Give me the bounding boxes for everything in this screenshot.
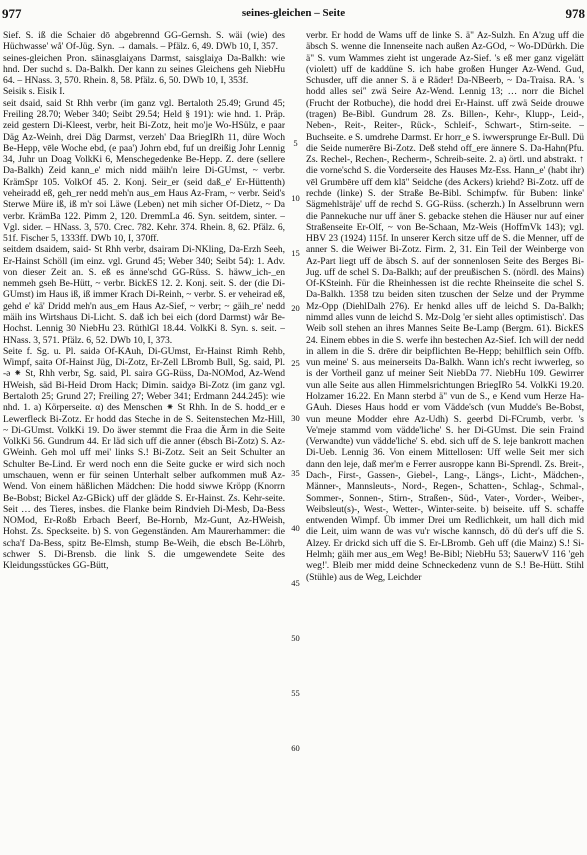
line-number: 45: [291, 578, 300, 588]
page-number-left: 977: [2, 6, 22, 21]
line-number: 60: [291, 743, 300, 753]
entry-paragraph: verbr. Er hodd de Wams uff de linke S. ä" Az-Sulzh. En A'zug uff die äbsch S. wenne die Innenseite nach außen Az-GOd, ~ Wo-DDürkh. Die ä" S. vum Wammes zieht ist ungerade Az-Sief. 's eß mer ganz vigelätt (violett) uff de kaddüne S. ich habe großen Hunger Az-Wend. Gud, Schusder, uff die anner S. ä e Räder! Da-NBeerb, ~ Da-Traisa. RA. 's hodd alles sei" zwä Seire Az-Wend. Lennig 13; … norr die Bichel (Frucht der Rotbuche), die hodd drei Er-Hainst. uff zwä Seide drouwe (tragen) Be-Bibl. Gundrum 28. Zs. Billen-, Kehr-, Klupp-, Leid-, Neben-, Reit-, Reiter-, Rück-, Schleif-, Schwart-, Stirn-seite. – Buchseite. e S. umdrehe Darmst. Er horr_e S. iwwersprunge Er-Bull. Dü die Seide numerēre Bi-Zotz. Deß stehd off_ere ännere S. Da-Hahn(Pfu. Zs. Rechel-, Rechen-, Recherm-, Schreib-seite. 2. a) örtl. und abstrakt. ↑ die vorne'schd S. die Vorderseite des Hauses Mz-Ess. Hann_e' (habt ihr) vēl Grumbēre uff dem klā" Seidche (des Ackers) kriehd? Bi-Zotz. uff de rechde (linke) S. der Straße Be-Bibl. Schimpfw. für Buben: linke' Sägmehlsträje' uff de rechd S. GG-Rüss. (scherzh.) In Asselbrunn wern die Pannekuche nur uff äner S. gebacke stehen die Häuser nur auf einer Straßenseite Er-Olf, ~ von Be-Schaan, Mz-Weis (HoffmVk 143); vgl. HBV 23 (1924) 115f. In unserer Kerch sitze uff de S. die Menner, uff de anner S. die Weiwer Bi-Zotz. Firm. 2, 31. Ein Teil der Weinberge von Az-Part liegt uff de äbsch S. auf der sonnenlosen Seite des Berges Bi-Jug. uff de schel S. Da-Balkh; auf der preußischen S. (nördl. des Mains) Of-KSteinh. Für die Rheinhessen ist die rechte Rheinseite die schel S. Da-Balkh. 1358 tzu beiden siten tzuschen der Selze und der Prymme Mz-Opp (DiehlDalh 276). Er henkd alles uff de leichd S. Da-Balkh; nimmd alles vunn de leichd S. Mz-Dolg 'er sieht alles optimistisch'. Das Weib soll stehen an ihres Mannes Seite Be-Lamp (Bergm. 61). BickES 24. Einem ebbes in die S. werfe ihn bestechen Az-Sief. Ich will der nedd in allem in die S. drēre dir beipflichten Be-Hepp; behilflich sein Offb. vun meine' S. aus meinerseits Da-Balkh. Wann ich's recht iwwerleg, so is der Vortheil ganz uf meiner Seit NiebDa 77. NiebHu 109. Gewirrer vun alle Seite aus allen Himmelsrichtungen BriegIRo 54. VolkKi 19.20. Holzamer 16.22. En Mann sterbd ä" vun de S., e Kend vum Herze Ha-GAuh. Dieses Haus hodd er vom Vädde'sch (vun Mudde's Be-Bobst, vun meune Modder ehre Az-Udh) S. geerbd Di-FCrumb, verbr. 's Ve'meje stammd vom vädde'liche' S. her Di-GUmst. Die sein Fraind (Verwandte) vun vädde'liche' S. ebd. sich uff de S. leje bankrott machen Di-Ueb. Lennig 36. Von einem Mittellosen: Uff welle Seit mer sich dann den leje, daß mer'm e Ferrer ausroppe kann Bi-Sprendl. Zs. Breit-, Dach-, First-, Gassen-, Giebel-, Lang-, Längs-, Licht-, Mädchen-, Männer-, Mannsleuts-, Nord-, Regen-, Schatten-, Schlag-, Schmal-, Sommer-, Sonnen-, Stirn-, Straßen-, Süd-, Vater-, Vorder-, Weiber-, Weibsleut(s)-, West-, Wetter-, Winter-seite. b) beiseite. uff S. schaffe entwenden Wimpf. Üb immer Drei um Redlichkeit, um hall dich mid die Leit, uim wann de was vu'r wische kannsch, dö dü der's uff die S. Alzey. Er drickd sich uff die S. Er-LBromb. Geh uff (die Mainz) S.! Si-Helmh; gäih mer aus_em Weg! Be-Bibl; NiebHu 53; SauerwV 116 'geh weg!'. Bleib mer midd deine Schneckedenz vunn de S.! Be-Hütt. Stihl (Stühle) aus de Weg, Leichder: [306, 30, 584, 583]
right-column: [306, 30, 584, 848]
line-number: 25: [291, 358, 300, 368]
entry-paragraph: Seite f. Sg. u. Pl. saidə Of-KAuh, Di-GUmst, Er-Hainst Rimh Rehb, Wimpf, saitə Of-Hainst Jüg, Di-Zotz, Er-Zell LBromb Bull, Sg. said, Pl. -ə ⁕ St, Rhh verbr, Sg. said, Pl. sairə GG-Rüss, Da-NOMod, Az-Wend HWeish, säd Bi-Heid Drom Hack; Dimin. saidχə Bi-Zotz (im ganz vgl. Bertaloth 25; Grund 27; Freiling 27; Weber 341; Erdmann 244.245): wie nhd. 1. a) Körperseite. α) des Menschen ⁕ St Rhh. In de S. hodd_er e Lewerfleck Bi-Zotz. Er hodd das Steche in de S. Seitenstechen Mz-Hill, ~ Di-GUmst. VolkKi 19. Do äwer stemmt die Fraa die Ärm in die Seite VolkKi 56. Gundrum 44. Er läd sich uff die anner (ébsch Bi-Zotz) S. Az-GWeinh. Geh mol uff mei' links S.! Bi-Zotz. Seit an Seit Schulter an Schulter Be-Lind. Er werd noch enn die Seite gucke er wird sich noch umschauen, wenn er für seinen Unterhalt selber aufkommen muß Az-Wend. Von einem häßlichen Mädchen: Die hodd siwwe Kröpp (Knorrn Be-Bobst; Bickel Az-GBick) uff der glädde S. Er-Hainst. Zs. Kehr-seite. Seit … des Tieres, insbes. die Flanke beim Rindvieh Di-Mesb, Da-Bess NOMod, Er-Roßb Erbach Beerf, Be-Hornb, Mz-Gunt, Az-HWeish, Hohst. Zs. Speckseite. b) S. von Gegenständen. Am Maurerhammer: die scha'f Da-Bess, spitz Be-Elmsh, stump Be-Weih, die ebsch Be-Löhrb, schwer S. Di-Brensb. die link S. die umgewendete Seite des Kleidungsstückes GG-Bütt,: [3, 345, 285, 572]
line-number: 20: [291, 303, 300, 313]
line-number: 50: [291, 633, 300, 643]
line-number-gutter: [287, 30, 304, 848]
entry-paragraph: Sief. S. iß die Schaier dō abgebrennd GG-Gernsh. S. wäi (wie) des Hüchwasse' wå' Of-Jüg. Syn. → damals. – Pfälz. 6, 49. DWb 10, I, 357.: [3, 30, 285, 53]
page-header: [0, 6, 587, 28]
line-number: 10: [291, 193, 300, 203]
entry-paragraph: seit dsaid, said St Rhh verbr (im ganz vgl. Bertaloth 25.49; Grund 45; Freiling 28.70; Weber 340; Seibt 29.54; Held § 191): wie hnd. 1. Präp. zeid gestern Di-Kleest, verbr, heit Bi-Zotz, heit mo'je Wo-HSülz, e paar Däg Az-Weinh, drei Däg Darmst, verzeh' Daa BriegIRh 11, düre Woch Be-Hepp, vēle Woche ebd, (e paa') Johrn ebd, fuf un dreißig Johr Lennig 34, Juhr un Doag VolkKi 6, Menschegedenke Be-Hepp. Z. dere (sellere Da-Balkh) Zeid kann_e' mich nidd mäih'n leire Di-GUmst, ~ verbr. KrämSpr 105. VolkOf 45. 2. Konj. Seir_er (seid daß_e' Er-Hüttenth) veheiradd eß, geh_rer nedd meh'n aus_em Haus Az-Fram, ~ verbr. Seid's Sterwe Müre iß, iß m'r soi Läwe (Leben) net mih sicher Of-Dietz, ~ Da verbr. KrämBa 122. Pimm 2, 120. DremmLa 46. Syn. seitdem, sinter. – Vgl. sider. – HNass. 3, 570. Crec. 782. Kehr. 374. Rhein. 8, 62. Pfälz. 6, 51f. Fischer 5, 1333ff. DWb 10, I, 370ff.: [3, 97, 285, 245]
left-column: [3, 30, 285, 848]
entry-paragraph: seitdem dsaidem, said- St Rhh verbr, dsairam Di-NKling, Da-Erzh Seeh, Er-Hainst Schöll (im einz. vgl. Grund 45; Weber 340; Seibt 54): 1. Adv. von dieser Zeit an. S. eß es änne'schd GG-Rüss. S. häww_ich-_en nemmeh gseh Be-Hütt, ~ verbr. BickES 12. 2. Konj. seit. S. der (die Di-GUmst) im Haus iß, iß immer Krach Di-Reinh, ~ verbr. S. er veheirad eß, gehd e' kä' Dridd meh'n aus_em Haus Az-Sief, ~ verbr; ~ gäih_re' nedd mäih ins Wirtshaus Di-Licht. S. daß ich bei eich (dord Darmst) wår Be-Hochst. Lennig 30 NiebHu 23. RüthlGl 18.44. VolkKi 8. Syn. s. seit. – HNass. 3, 571. Pfälz. 6, 52. DWb 10, I, 373.: [3, 244, 285, 346]
running-head: seines-gleichen – Seite: [241, 7, 346, 19]
entry-paragraph: seines-gleichen Pron. sāinəsglaiχəns Darmst, saisglaiχə Da-Balkh: wie hnd. Der suchd s. Da-Balkh. Der kann zu seines Gleichens geh NiebHu 64. – HNass. 3, 570. Rhein. 8, 58. Pfälz. 6, 50. DWb 10, I, 353f.: [3, 52, 285, 87]
line-number: 40: [291, 523, 300, 533]
line-number: 35: [291, 468, 300, 478]
line-number: 5: [293, 138, 298, 148]
page-number-right: 978: [565, 6, 585, 21]
entry-paragraph: Seisik s. Eisik I.: [3, 86, 65, 98]
line-number: 55: [291, 688, 300, 698]
line-number: 15: [291, 248, 300, 258]
line-number: 30: [291, 413, 300, 423]
